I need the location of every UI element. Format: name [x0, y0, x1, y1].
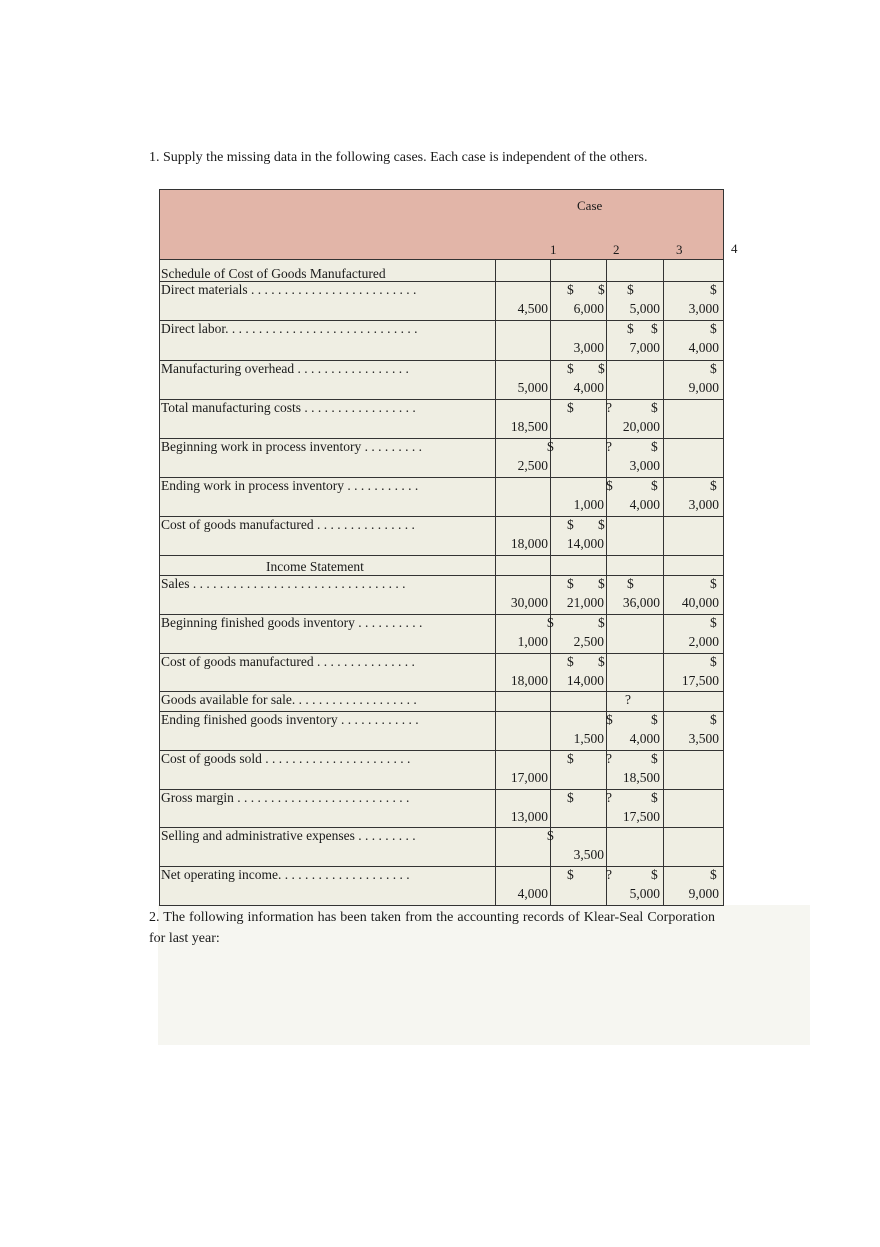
table-header — [160, 190, 723, 260]
case1-value: 2,500 — [517, 458, 548, 473]
case2-value: 14,000 — [566, 673, 604, 688]
dollar-sign: $ — [651, 790, 658, 805]
case3-value: 18,500 — [622, 770, 660, 785]
dollar-sign: $ — [710, 321, 717, 336]
row-divider — [160, 259, 723, 260]
dollar-sign: $ — [710, 478, 717, 493]
dollar-sign: $ — [567, 282, 574, 297]
case3-value: 7,000 — [629, 340, 660, 355]
dollar-sign: $ — [710, 361, 717, 376]
dollar-sign: $ — [651, 867, 658, 882]
dollar-sign: $ — [567, 654, 574, 669]
row-label: Selling and administrative expenses . . . . . . . . . — [161, 828, 416, 843]
column-divider — [663, 259, 664, 905]
dollar-sign: $ — [598, 361, 605, 376]
dollar-sign: $ — [651, 439, 658, 454]
case2-value: 14,000 — [566, 536, 604, 551]
case3-value: 4,000 — [629, 497, 660, 512]
case2-value: 1,500 — [573, 731, 604, 746]
case-header: Case — [577, 198, 603, 213]
case4-value: 9,000 — [688, 886, 719, 901]
dollar-sign: $ — [651, 712, 658, 727]
dollar-sign: $ — [598, 517, 605, 532]
dollar-sign: $ — [598, 615, 605, 630]
dollar-sign: $ — [651, 751, 658, 766]
case3-value: 20,000 — [622, 419, 660, 434]
case-number-2: 2 — [613, 242, 620, 257]
case3-value: 5,000 — [629, 301, 660, 316]
question-mark: ? — [606, 400, 612, 415]
dollar-sign: $ — [567, 517, 574, 532]
dollar-sign: $ — [567, 790, 574, 805]
dollar-sign: $ — [567, 576, 574, 591]
row-label: Gross margin . . . . . . . . . . . . . . . . . . . . . . . . . . — [161, 790, 410, 805]
dollar-sign: $ — [710, 615, 717, 630]
case1-value: 18,500 — [510, 419, 548, 434]
case2-value: 1,000 — [573, 497, 604, 512]
dollar-sign: $ — [651, 478, 658, 493]
case4-value: 17,500 — [681, 673, 719, 688]
case-number-3: 3 — [676, 242, 683, 257]
column-divider — [550, 259, 551, 905]
case4-value: 3,000 — [688, 497, 719, 512]
case1-value: 4,000 — [517, 886, 548, 901]
question-mark: ? — [625, 692, 631, 707]
row-label: Cost of goods manufactured . . . . . . . . . . . . . . . — [161, 517, 415, 532]
case1-value: 30,000 — [510, 595, 548, 610]
case3-value: 17,500 — [622, 809, 660, 824]
row-divider — [160, 555, 723, 556]
case3-value: 36,000 — [622, 595, 660, 610]
case2-value: 3,000 — [573, 340, 604, 355]
dollar-sign: $ — [547, 439, 554, 454]
row-label: Sales . . . . . . . . . . . . . . . . . . . . . . . . . . . . . . . . — [161, 576, 406, 591]
case3-value: 5,000 — [629, 886, 660, 901]
row-label: Cost of goods manufactured . . . . . . . . . . . . . . . — [161, 654, 415, 669]
row-label: Net operating income. . . . . . . . . . . . . . . . . . . . — [161, 867, 410, 882]
question-1-text: 1. Supply the missing data in the following cases. Each case is independent of the others. — [149, 150, 648, 165]
row-label: Direct labor. . . . . . . . . . . . . . . . . . . . . . . . . . . . . — [161, 321, 418, 336]
schedule-header: Schedule of Cost of Goods Manufactured — [161, 266, 386, 281]
case4-value: 3,000 — [688, 301, 719, 316]
row-label: Total manufacturing costs . . . . . . . . . . . . . . . . . — [161, 400, 416, 415]
case2-value: 21,000 — [566, 595, 604, 610]
case-number-1: 1 — [550, 242, 557, 257]
case-number-4: 4 — [731, 241, 738, 256]
case1-value: 1,000 — [517, 634, 548, 649]
row-label: Goods available for sale. . . . . . . . . . . . . . . . . . . — [161, 692, 417, 707]
row-label: Manufacturing overhead . . . . . . . . . . . . . . . . . — [161, 361, 409, 376]
dollar-sign: $ — [606, 712, 613, 727]
case3-value: 4,000 — [629, 731, 660, 746]
dollar-sign: $ — [651, 321, 658, 336]
dollar-sign: $ — [598, 282, 605, 297]
income-statement-header: Income Statement — [266, 559, 364, 574]
case1-value: 18,000 — [510, 673, 548, 688]
row-label: Direct materials . . . . . . . . . . . . . . . . . . . . . . . . . — [161, 282, 417, 297]
dollar-sign: $ — [567, 751, 574, 766]
case2-value: 2,500 — [573, 634, 604, 649]
dollar-sign: $ — [710, 282, 717, 297]
dollar-sign: $ — [567, 867, 574, 882]
dollar-sign: $ — [606, 478, 613, 493]
dollar-sign: $ — [547, 615, 554, 630]
dollar-sign: $ — [627, 282, 634, 297]
row-label: Beginning work in process inventory . . . . . . . . . — [161, 439, 422, 454]
column-divider — [606, 259, 607, 905]
row-label: Ending finished goods inventory . . . . . . . . . . . . — [161, 712, 419, 727]
dollar-sign: $ — [567, 400, 574, 415]
row-label: Ending work in process inventory . . . . . . . . . . . — [161, 478, 419, 493]
row-label: Beginning finished goods inventory . . . . . . . . . . — [161, 615, 423, 630]
case4-value: 2,000 — [688, 634, 719, 649]
dollar-sign: $ — [651, 400, 658, 415]
question-mark: ? — [606, 867, 612, 882]
dollar-sign: $ — [567, 361, 574, 376]
dollar-sign: $ — [710, 712, 717, 727]
dollar-sign: $ — [710, 867, 717, 882]
case1-value: 5,000 — [517, 380, 548, 395]
dollar-sign: $ — [547, 828, 554, 843]
case4-value: 3,500 — [688, 731, 719, 746]
case2-value: 3,500 — [573, 847, 604, 862]
dollar-sign: $ — [710, 576, 717, 591]
dollar-sign: $ — [598, 654, 605, 669]
case1-value: 13,000 — [510, 809, 548, 824]
dollar-sign: $ — [627, 321, 634, 336]
dollar-sign: $ — [627, 576, 634, 591]
question-mark: ? — [606, 790, 612, 805]
cost-table — [159, 189, 724, 906]
case4-value: 40,000 — [681, 595, 719, 610]
case2-value: 6,000 — [573, 301, 604, 316]
case1-value: 4,500 — [517, 301, 548, 316]
row-label: Cost of goods sold . . . . . . . . . . . . . . . . . . . . . . — [161, 751, 411, 766]
case3-value: 3,000 — [629, 458, 660, 473]
column-divider — [495, 259, 496, 905]
question-mark: ? — [606, 439, 612, 454]
case1-value: 17,000 — [510, 770, 548, 785]
case4-value: 4,000 — [688, 340, 719, 355]
case2-value: 4,000 — [573, 380, 604, 395]
dollar-sign: $ — [598, 576, 605, 591]
question-2-text: 2. The following information has been taken from the accounting records of Klear-Seal Corporation for last year: — [149, 910, 715, 946]
case1-value: 18,000 — [510, 536, 548, 551]
dollar-sign: $ — [710, 654, 717, 669]
case4-value: 9,000 — [688, 380, 719, 395]
question-mark: ? — [606, 751, 612, 766]
